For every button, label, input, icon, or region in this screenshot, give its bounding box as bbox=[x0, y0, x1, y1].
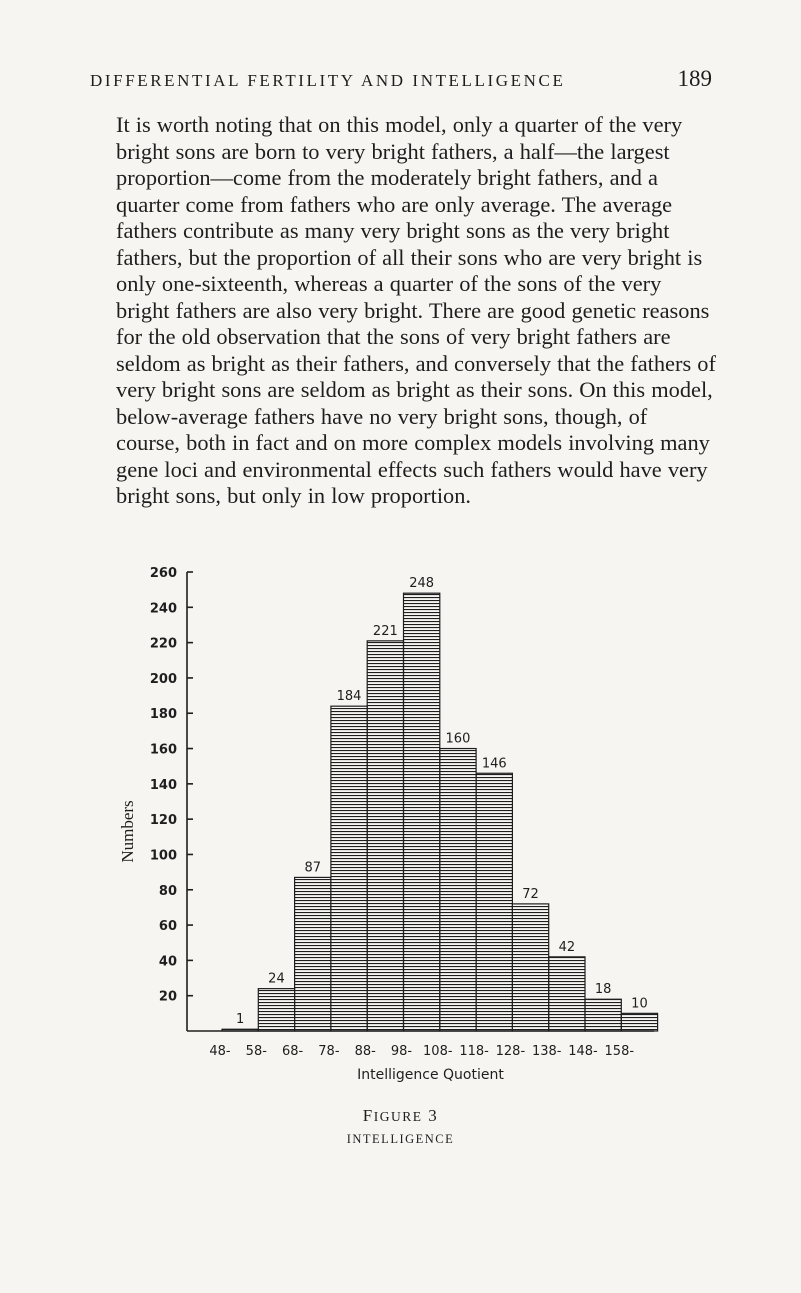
y-tick-label: 180 bbox=[149, 707, 177, 723]
histogram-bar bbox=[585, 999, 621, 1031]
bar-value-label: 248 bbox=[409, 576, 435, 592]
bar-value-label: 42 bbox=[558, 939, 576, 955]
x-category-label: 78- bbox=[318, 1044, 340, 1059]
figure-caption: INTELLIGENCE bbox=[346, 1132, 455, 1146]
y-tick-label: 260 bbox=[149, 566, 177, 581]
y-tick-label: 80 bbox=[158, 883, 177, 899]
y-axis-title: Numbers bbox=[118, 800, 137, 863]
y-tick-label: 100 bbox=[149, 848, 177, 864]
bar-value-label: 10 bbox=[631, 996, 648, 1012]
histogram-bar bbox=[258, 989, 294, 1031]
figure-number: 3 bbox=[428, 1106, 439, 1125]
histogram-bar bbox=[222, 1029, 258, 1031]
y-tick-label: 140 bbox=[149, 777, 177, 793]
x-category-label: 148- bbox=[568, 1044, 598, 1059]
x-category-label: 88- bbox=[354, 1044, 376, 1059]
body-paragraph: It is worth noting that on this model, only a quarter of the very bright sons are born to very bright fathers, a half—the largest proportion—come from the moderately bright fathers, and a quarter come from fathers who are only average. The average fathers contribute as many very bright sons as the very bright fathers, but the proportion of all their sons who are very bright is only one-sixteenth, whereas a quarter of the sons of the very bright fathers are also very bright. There are good genetic reasons for the old observation that the sons of very bright fathers are seldom as bright as their fathers, and conversely that the fathers of very bright sons are seldom as bright as their sons. On this model, below-average fathers have no very bright sons, though, of course, both in fact and on more complex models involving many gene loci and environmental effects such fathers would have very bright sons, but only in low proportion. bbox=[116, 112, 716, 508]
histogram-bar bbox=[440, 749, 476, 1031]
y-tick-label: 200 bbox=[149, 671, 177, 687]
y-tick-label: 60 bbox=[158, 919, 177, 935]
bar-value-label: 72 bbox=[522, 886, 539, 902]
x-category-label: 108- bbox=[423, 1044, 453, 1059]
bar-value-label: 87 bbox=[304, 860, 322, 876]
y-tick-label: 220 bbox=[149, 636, 177, 652]
y-tick-label: 160 bbox=[149, 742, 177, 758]
y-tick-label: 240 bbox=[149, 601, 177, 617]
y-tick-label: 120 bbox=[149, 813, 177, 829]
bar-value-label: 18 bbox=[594, 982, 612, 998]
bar-value-label: 184 bbox=[336, 689, 362, 705]
y-tick-label: 20 bbox=[158, 989, 177, 1005]
figure-label-initial: F bbox=[362, 1106, 374, 1125]
bar-value-label: 221 bbox=[372, 623, 398, 639]
histogram-bar bbox=[549, 957, 585, 1031]
x-axis-title: Intelligence Quotient bbox=[357, 1067, 504, 1083]
y-tick-label: 40 bbox=[158, 954, 177, 970]
x-category-label: 138- bbox=[531, 1044, 562, 1059]
figure-label bbox=[0, 1106, 801, 1126]
histogram-bar bbox=[404, 593, 440, 1031]
histogram-bar bbox=[476, 773, 512, 1031]
histogram-bar bbox=[331, 706, 367, 1031]
page-number: 189 bbox=[677, 66, 712, 91]
histogram-bar bbox=[367, 641, 403, 1031]
bar-value-label: 24 bbox=[268, 971, 285, 987]
bar-value-label: 146 bbox=[481, 756, 507, 772]
histogram-bar bbox=[512, 904, 548, 1031]
histogram-bar bbox=[295, 877, 331, 1031]
x-category-label: 58- bbox=[245, 1044, 267, 1059]
x-category-label: 48- bbox=[209, 1044, 231, 1059]
histogram-bar bbox=[621, 1013, 657, 1031]
bar-value-label: 160 bbox=[445, 731, 471, 747]
x-category-label: 118- bbox=[459, 1044, 489, 1059]
bar-value-label: 1 bbox=[236, 1012, 245, 1028]
running-head: DIFFERENTIAL FERTILITY AND INTELLIGENCE bbox=[90, 71, 566, 90]
x-category-label: 98- bbox=[390, 1044, 413, 1059]
x-category-label: 68- bbox=[281, 1044, 304, 1059]
figure-label-rest: IGURE bbox=[373, 1109, 423, 1124]
x-category-label: 128- bbox=[495, 1044, 526, 1059]
x-category-label: 158- bbox=[604, 1044, 635, 1059]
